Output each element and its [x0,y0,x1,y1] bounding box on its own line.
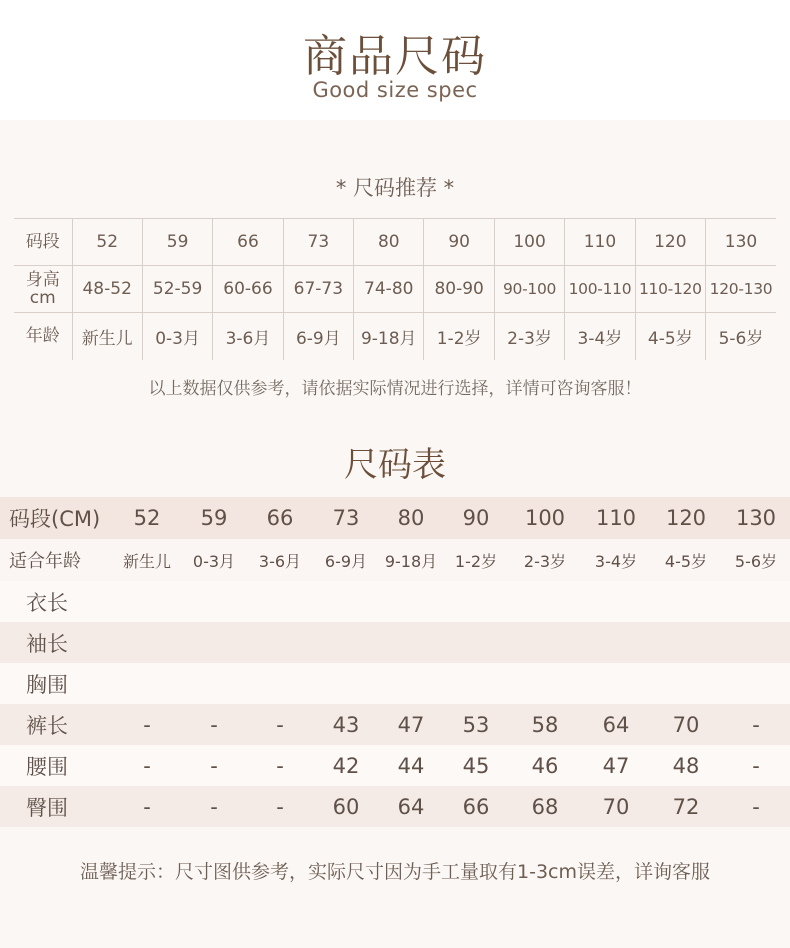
row-label: 胸围 [0,663,112,704]
row-label: 袖长 [0,622,112,663]
table-cell: 90-100 [494,266,564,313]
table-cell: 80 [378,497,444,539]
recommend-note: 以上数据仅供参考，请依据实际情况进行选择，详情可咨询客服！ [148,379,642,399]
table-cell: - [182,704,246,745]
table-cell: 2-3岁 [494,313,564,360]
table-cell: 64 [582,704,650,745]
table-cell: 3-6月 [246,539,314,581]
table-cell: 9-18月 [378,539,444,581]
table-cell [508,622,582,663]
table-cell [314,581,378,622]
table-cell: 80-90 [424,266,494,313]
table-cell: 9-18月 [354,313,424,360]
table-cell: 52 [112,497,182,539]
table-cell: 66 [213,219,283,266]
table-cell: 70 [582,786,650,827]
row-label: 年龄 [25,326,60,347]
table-cell: 59 [142,219,212,266]
page-header [0,0,790,120]
row-label: 码段 [14,219,72,266]
table-row [0,622,790,663]
table-cell [722,622,790,663]
table-cell: 110 [582,497,650,539]
table-row [0,786,790,827]
table-cell: 66 [444,786,508,827]
row-label: 裤长 [0,704,112,745]
table-cell: - [182,786,246,827]
table-cell [722,581,790,622]
table-cell: 74-80 [354,266,424,313]
table-row [14,313,776,360]
table-cell [314,663,378,704]
table-cell: - [246,745,314,786]
table-cell: - [112,786,182,827]
warm-tip: 温馨提示：尺寸图供参考，实际尺寸因为手工量取有1-3cm误差，详询客服 [80,861,710,883]
table-cell [112,663,182,704]
table-cell: 0-3月 [182,539,246,581]
table-cell: 67-73 [283,266,353,313]
table-cell: 4-5岁 [650,539,722,581]
table-cell [378,663,444,704]
table-cell: 110-120 [635,266,705,313]
table-cell: 64 [378,786,444,827]
table-cell: 3-4岁 [565,313,635,360]
table-cell: 120 [635,219,705,266]
table-cell: 120-130 [706,266,776,313]
table-cell: 52-59 [142,266,212,313]
table-cell [112,622,182,663]
table-cell [582,622,650,663]
table-cell: - [182,745,246,786]
table-cell: 100 [508,497,582,539]
table-cell [508,581,582,622]
table-row [0,704,790,745]
table-cell: - [722,704,790,745]
table-cell: 60-66 [213,266,283,313]
recommend-table [14,218,776,360]
table-cell: 90 [444,497,508,539]
row-label [14,266,72,313]
table-row [0,581,790,622]
table-row [0,663,790,704]
table-cell: 58 [508,704,582,745]
table-cell: 1-2岁 [444,539,508,581]
table-cell: 59 [182,497,246,539]
table-cell: 120 [650,497,722,539]
table-cell: - [722,745,790,786]
row-label: 臀围 [0,786,112,827]
row-label: 腰围 [0,745,112,786]
table-cell [246,581,314,622]
table-cell [182,622,246,663]
table-cell: 110 [565,219,635,266]
table-cell [508,663,582,704]
row-label: 码段(CM) [0,497,112,539]
table-cell: 0-3月 [142,313,212,360]
table-cell [444,581,508,622]
table-cell: 90 [424,219,494,266]
table-cell: 46 [508,745,582,786]
table-cell: 5-6岁 [706,313,776,360]
size-table-title: 尺码表 [344,445,446,485]
table-cell: 5-6岁 [722,539,790,581]
table-row [0,745,790,786]
table-cell: 130 [706,219,776,266]
table-cell: 66 [246,497,314,539]
table-cell: - [722,786,790,827]
table-cell: 47 [378,704,444,745]
table-cell: 1-2岁 [424,313,494,360]
table-cell: 100 [494,219,564,266]
table-cell: 72 [650,786,722,827]
table-cell [650,663,722,704]
table-cell: 73 [314,497,378,539]
table-cell: 48 [650,745,722,786]
table-cell [582,581,650,622]
table-cell: 47 [582,745,650,786]
table-cell: 60 [314,786,378,827]
table-cell: 48-52 [72,266,142,313]
row-label: 衣长 [0,581,112,622]
table-cell [650,622,722,663]
table-cell [246,622,314,663]
table-cell: - [246,704,314,745]
table-cell: 6-9月 [283,313,353,360]
table-cell: 45 [444,745,508,786]
row-label-line1: 身高 [25,270,60,290]
table-cell [246,663,314,704]
page-title: 商品尺码 [303,31,487,82]
row-label: 适合年龄 [0,539,112,581]
table-cell [582,663,650,704]
size-header-row [0,497,790,539]
table-cell [444,663,508,704]
table-cell: 70 [650,704,722,745]
page-subtitle: Good size spec [312,78,478,102]
table-cell: 4-5岁 [635,313,705,360]
table-cell [378,581,444,622]
table-cell: - [246,786,314,827]
table-cell: 80 [354,219,424,266]
table-cell: 3-6月 [213,313,283,360]
table-cell: 68 [508,786,582,827]
table-cell [182,581,246,622]
table-cell: - [112,745,182,786]
table-cell: 新生儿 [112,539,182,581]
table-cell [378,622,444,663]
table-cell: 44 [378,745,444,786]
table-cell [650,581,722,622]
table-cell: 42 [314,745,378,786]
table-cell: 3-4岁 [582,539,650,581]
row-label-line2: cm [29,288,56,308]
table-cell [722,663,790,704]
table-cell [444,622,508,663]
table-cell: 52 [72,219,142,266]
table-cell: 6-9月 [314,539,378,581]
recommend-title: * 尺码推荐 * [335,176,455,200]
table-cell [112,581,182,622]
table-row [14,266,776,313]
size-age-row [0,539,790,581]
table-cell: 2-3岁 [508,539,582,581]
table-cell [182,663,246,704]
table-cell: 43 [314,704,378,745]
table-cell: 新生儿 [72,313,142,360]
table-cell: 100-110 [565,266,635,313]
size-table [0,497,790,827]
table-row [14,219,776,266]
table-cell: 73 [283,219,353,266]
table-cell [314,622,378,663]
table-cell: 53 [444,704,508,745]
table-cell: - [112,704,182,745]
table-cell: 130 [722,497,790,539]
